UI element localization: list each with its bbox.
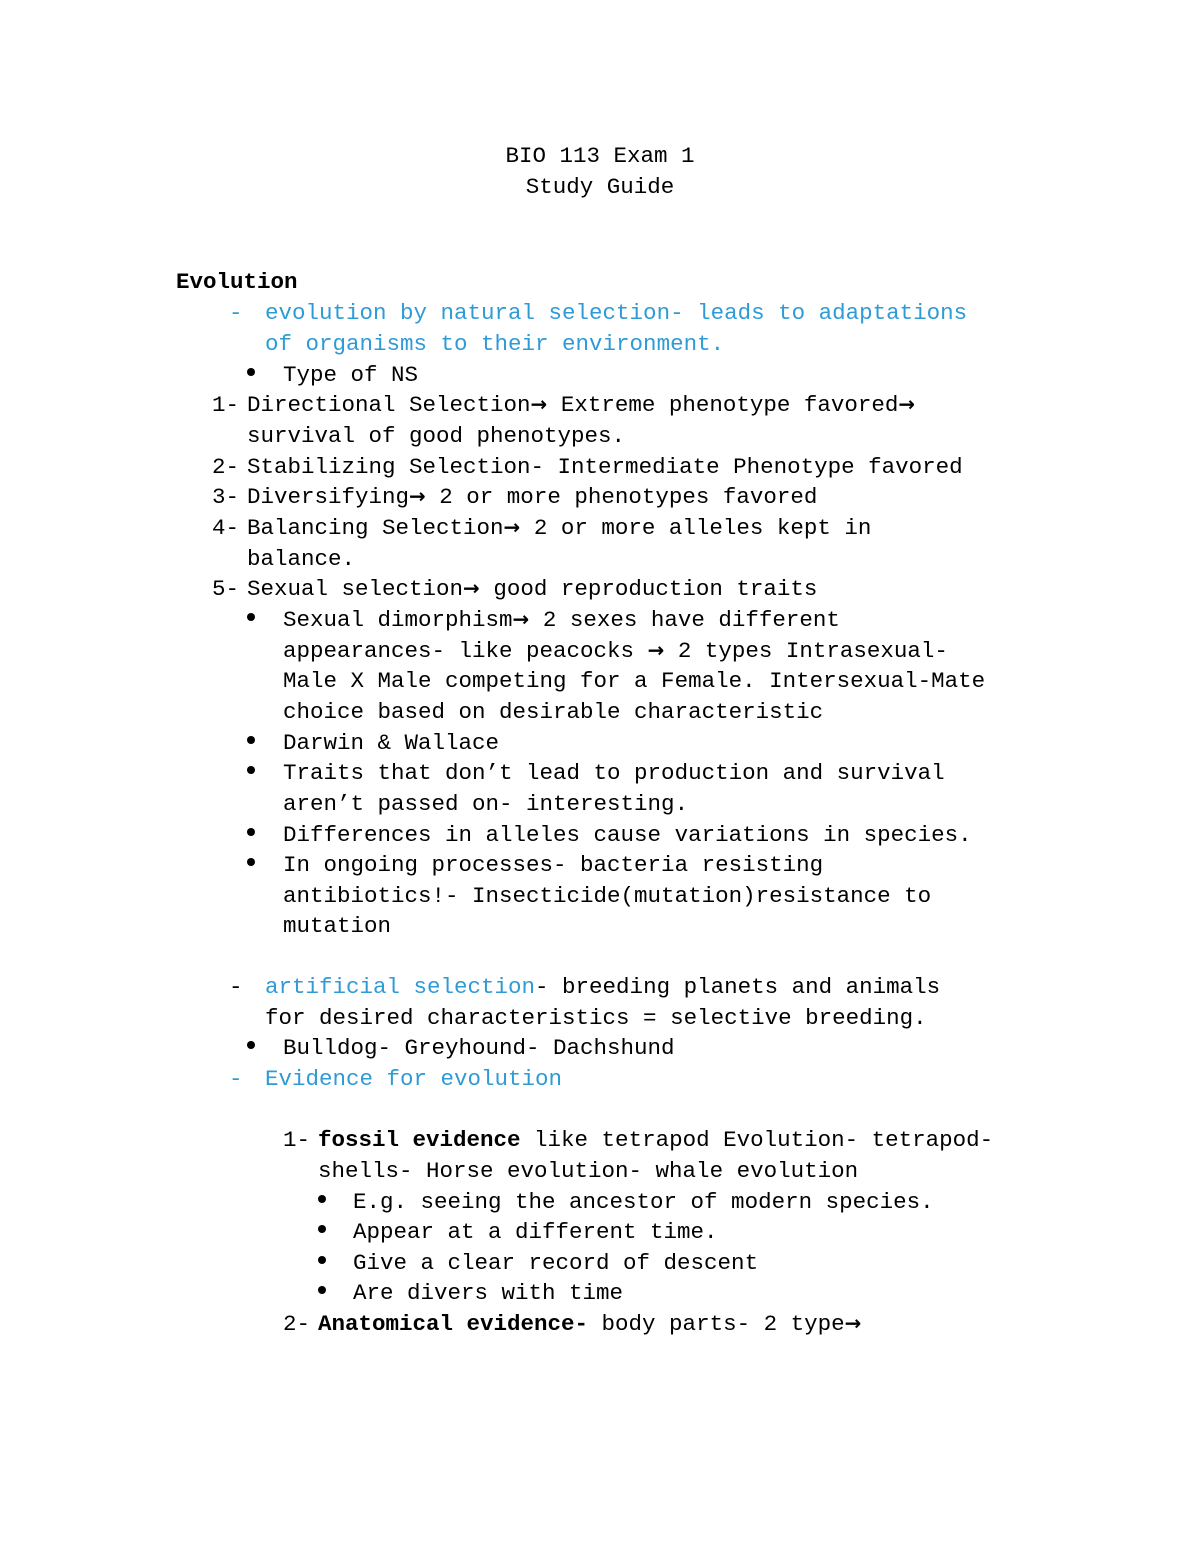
list-item-directional-cont: survival of good phenotypes. [247,423,626,449]
fossil-evidence-cont: shells- Horse evolution- whale evolution [318,1158,859,1184]
list-number: 3- [212,484,240,510]
bullet-ongoing-cont: mutation [283,913,392,939]
fossil-evidence: fossil evidence like tetrapod Evolution- tetrapod- [318,1127,994,1153]
bullet-ongoing-cont: antibiotics!- Insecticide(mutation)resistance to [283,883,932,909]
list-number: 1- [283,1127,311,1153]
list-item-directional: Directional Selection→ Extreme phenotype favored→ [247,392,916,418]
arrow-icon: → [898,392,916,416]
bullet-icon [318,1225,326,1233]
list-number: 4- [212,515,240,541]
document-subtitle: Study Guide [525,174,675,200]
document-title: BIO 113 Exam 1 [505,143,695,169]
artificial-selection-line-1: artificial selection- breeding planets and animals [265,974,941,1000]
bullet-icon [247,368,255,376]
fossil-bullet: Appear at a different time. [353,1219,718,1245]
fossil-bullet: Are divers with time [353,1280,624,1306]
list-number: 1- [212,392,240,418]
arrow-icon: → [844,1311,862,1335]
list-item-diversifying: Diversifying→ 2 or more phenotypes favored [247,484,818,510]
bullet-dimorphism: Sexual dimorphism→ 2 sexes have different [283,607,840,633]
dash-marker: - [229,974,243,1000]
bullet-icon [247,828,255,836]
fossil-bullet: Give a clear record of descent [353,1250,759,1276]
list-item-balancing: Balancing Selection→ 2 or more alleles kept in [247,515,872,541]
list-item-balancing-cont: balance. [247,546,356,572]
list-number: 5- [212,576,240,602]
bullet-icon [247,858,255,866]
dash-marker: - [229,300,243,326]
bullet-differences: Differences in alleles cause variations in species. [283,822,972,848]
bullet-icon [318,1286,326,1294]
bullet-icon [247,766,255,774]
arrow-icon: → [503,515,521,539]
bullet-icon [247,613,255,621]
bullet-traits-cont: aren’t passed on- interesting. [283,791,689,817]
fossil-bullet: E.g. seeing the ancestor of modern species. [353,1189,934,1215]
bullet-icon [318,1195,326,1203]
arrow-icon: → [463,576,480,600]
type-of-ns: Type of NS [283,362,419,388]
section-heading-evolution: Evolution [176,269,298,295]
arrow-icon: → [512,607,530,631]
bullet-ongoing: In ongoing processes- bacteria resisting [283,852,824,878]
bullet-dog-breeds: Bulldog- Greyhound- Dachshund [283,1035,675,1061]
arrow-icon: → [409,484,426,508]
bullet-icon [247,736,255,744]
bullet-icon [247,1041,255,1049]
anatomical-evidence: Anatomical evidence- body parts- 2 type→ [318,1311,862,1337]
bullet-dimorphism-cont: Male X Male competing for a Female. Intersexual-Mate [283,668,986,694]
list-item-sexual: Sexual selection→ good reproduction traits [247,576,818,602]
bullet-dimorphism-cont: choice based on desirable characteristic [283,699,824,725]
bullet-darwin: Darwin & Wallace [283,730,500,756]
evidence-heading: Evidence for evolution [265,1066,563,1092]
arrow-icon: → [530,392,548,416]
list-number: 2- [283,1311,311,1337]
bullet-icon [318,1256,326,1264]
natural-selection-line-1: evolution by natural selection- leads to adaptations [265,300,968,326]
bullet-dimorphism-cont: appearances- like peacocks → 2 types Intrasexual- [283,638,948,664]
bullet-traits: Traits that don’t lead to production and survival [283,760,945,786]
natural-selection-line-2: of organisms to their environment. [265,331,725,357]
dash-marker: - [229,1066,243,1092]
list-item-stabilizing: Stabilizing Selection- Intermediate Phenotype favored [247,454,963,480]
arrow-icon: → [647,638,665,662]
artificial-selection-line-2: for desired characteristics = selective breeding. [265,1005,927,1031]
list-number: 2- [212,454,240,480]
